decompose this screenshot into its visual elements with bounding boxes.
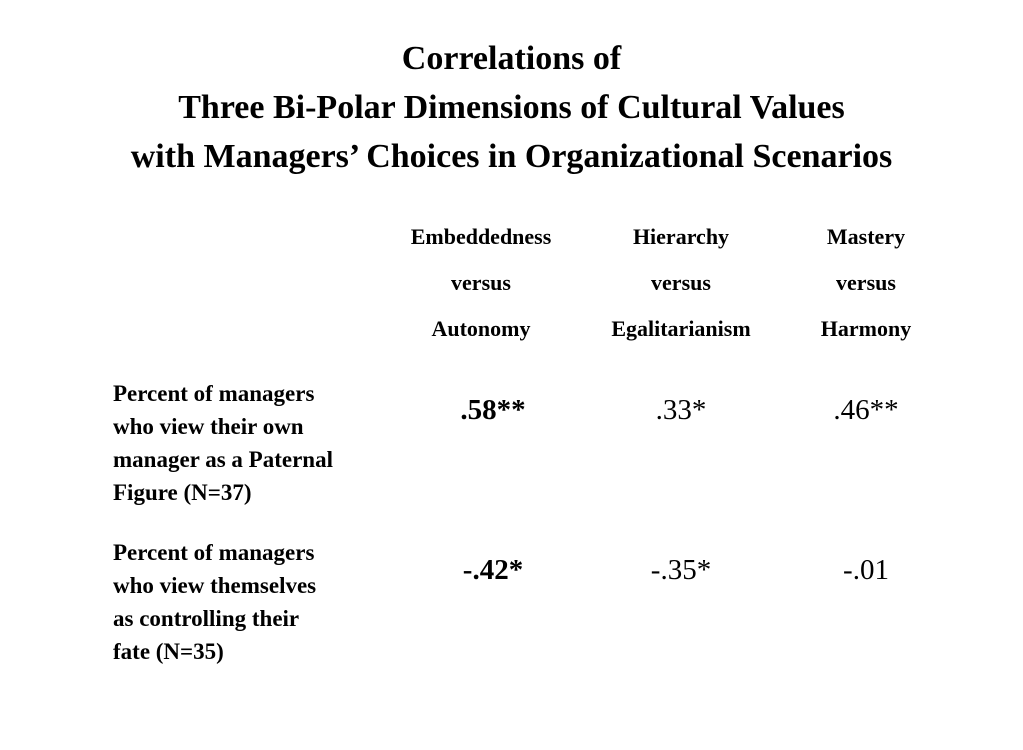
row-label-line: Percent of managers bbox=[113, 381, 315, 406]
column-header-line: Hierarchy bbox=[632, 224, 730, 249]
row-label-line: Figure (N=37) bbox=[113, 480, 252, 505]
column-header-line: Embeddedness bbox=[410, 224, 552, 249]
row-label-line: fate (N=35) bbox=[113, 639, 224, 664]
column-header-line: Autonomy bbox=[431, 316, 531, 341]
title-line-1: Correlations of bbox=[401, 40, 622, 77]
column-header-line: versus bbox=[451, 270, 511, 295]
row-label-line: Percent of managers bbox=[113, 540, 315, 565]
column-header-line: Mastery bbox=[826, 224, 906, 249]
correlation-value-row1-mastery: .46** bbox=[833, 394, 899, 426]
title-line-3: with Managers’ Choices in Organizational Scenarios bbox=[130, 138, 893, 175]
page-title bbox=[0, 34, 1023, 181]
column-header-hierarchy-egalitarianism bbox=[581, 214, 781, 352]
column-header-embeddedness-autonomy bbox=[381, 214, 581, 352]
column-header-line: Egalitarianism bbox=[611, 316, 751, 341]
row-label-line: as controlling their bbox=[113, 606, 300, 631]
row-label-line: who view themselves bbox=[113, 573, 317, 598]
column-header-line: Harmony bbox=[820, 316, 912, 341]
row-label-line: manager as a Paternal bbox=[113, 447, 333, 472]
row-label-controlling-fate bbox=[113, 536, 403, 668]
correlation-value-row2-embeddedness: -.42* bbox=[462, 554, 524, 586]
column-header-line: versus bbox=[651, 270, 711, 295]
title-line-2: Three Bi-Polar Dimensions of Cultural Values bbox=[178, 89, 845, 126]
correlation-value-row2-mastery: -.01 bbox=[843, 554, 889, 586]
column-header-mastery-harmony bbox=[766, 214, 966, 352]
correlation-value-row1-hierarchy: .33* bbox=[655, 394, 707, 426]
row-label-line: who view their own bbox=[113, 414, 304, 439]
row-label-paternal-figure bbox=[113, 377, 403, 509]
correlation-value-row1-embeddedness: .58** bbox=[460, 394, 526, 426]
column-header-line: versus bbox=[836, 270, 896, 295]
correlation-value-row2-hierarchy: -.35* bbox=[650, 554, 712, 586]
